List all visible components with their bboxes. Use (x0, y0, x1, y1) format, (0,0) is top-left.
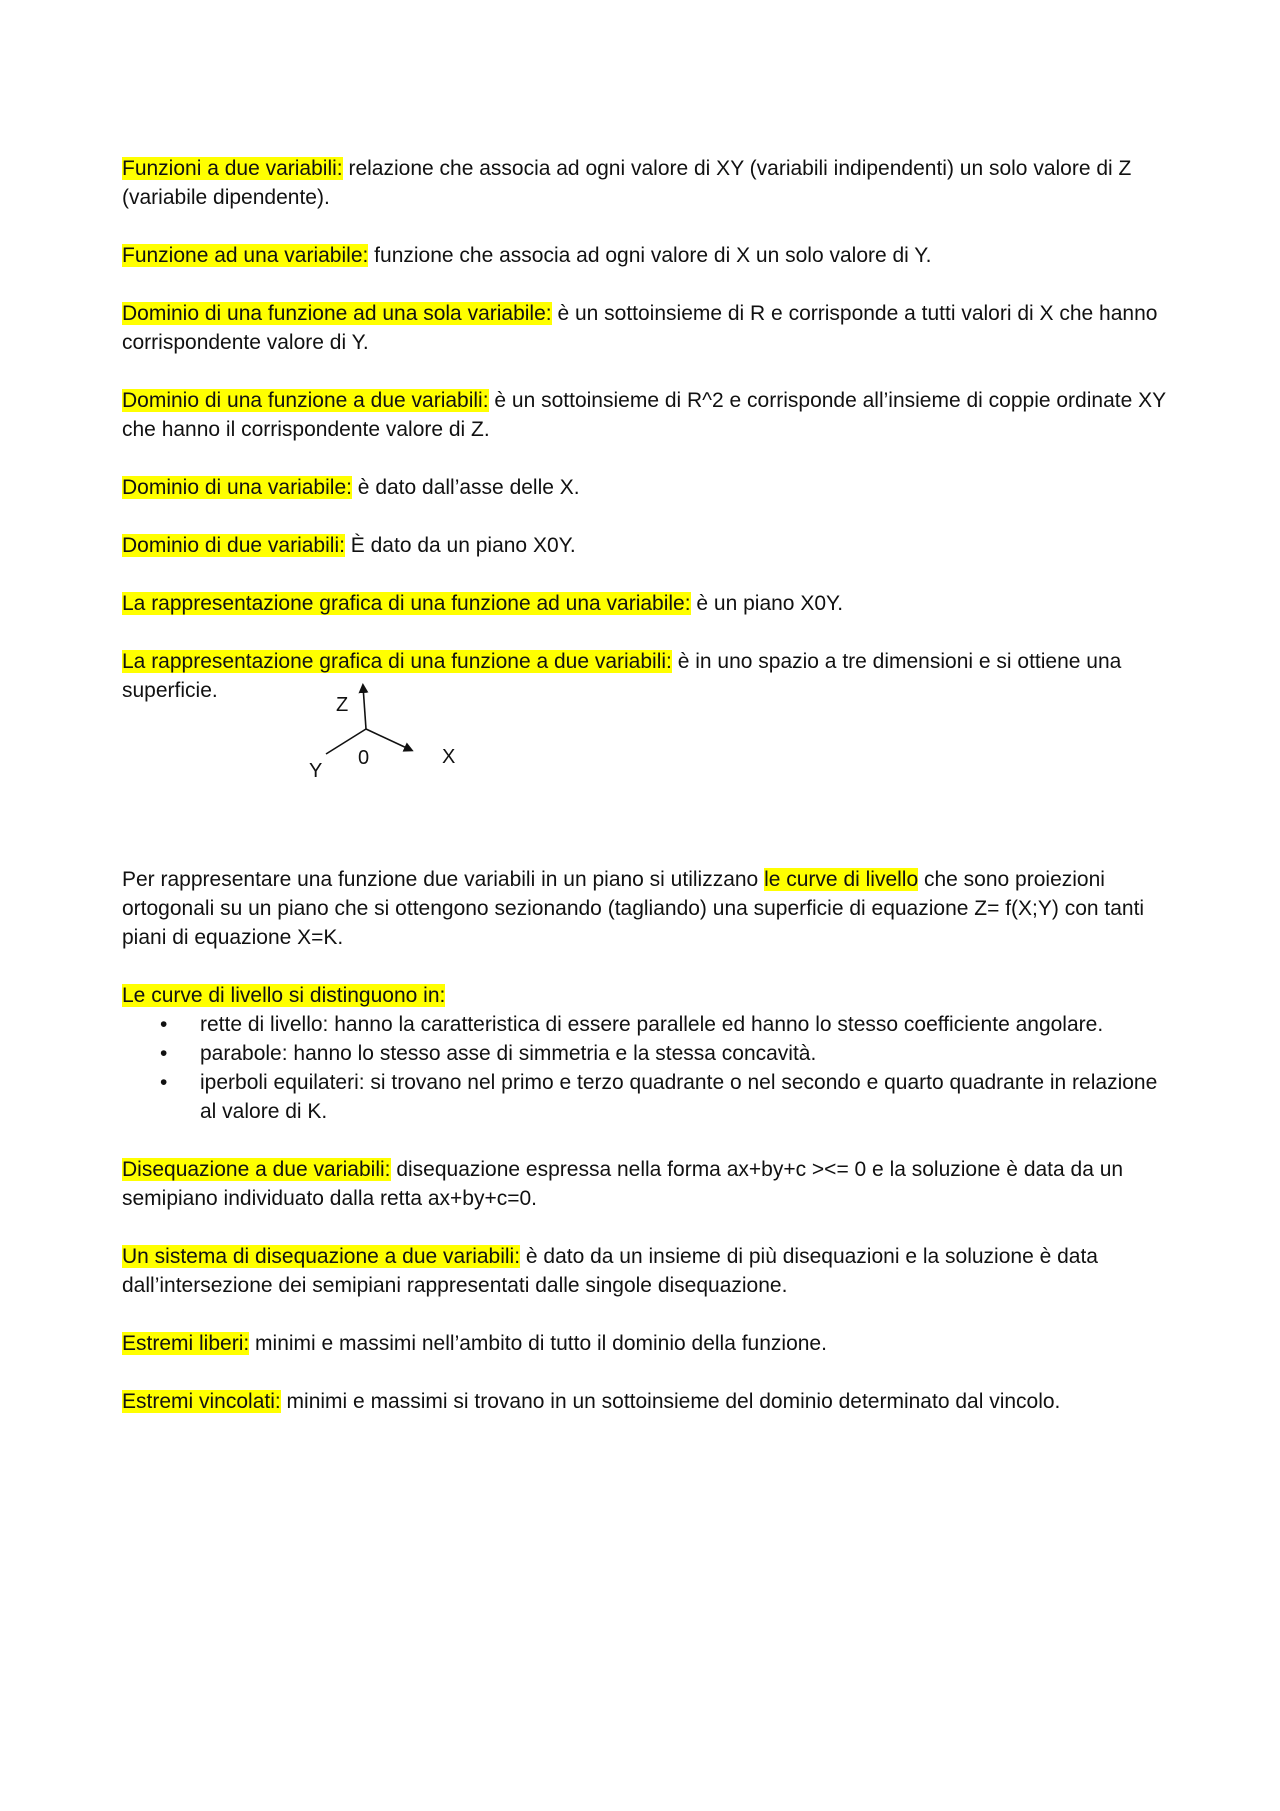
definition-text: è un sottoinsieme di R^2 e corrisponde all’insieme di coppie ordinate XY che hanno il corrispondente valore di Z. (122, 389, 1166, 441)
definition-text: relazione che associa ad ogni valore di XY (variabili indipendenti) un solo valore di Z (variabile dipendente). (122, 157, 1132, 209)
term-highlight: La rappresentazione grafica di una funzione ad una variabile: (122, 592, 691, 615)
definition-text: funzione che associa ad ogni valore di X un solo valore di Y. (368, 244, 932, 267)
axis-label-y: Y (309, 760, 323, 782)
list-item (122, 1039, 1172, 1068)
document-page (122, 154, 1172, 1445)
term-highlight: Estremi vincolati: (122, 1390, 281, 1413)
xyz-axes-drawing (292, 677, 462, 787)
term-highlight: Funzione ad una variabile: (122, 244, 369, 267)
axes-diagram (122, 694, 1172, 805)
list-item (122, 1068, 1172, 1126)
bullet-icon: • (160, 1013, 168, 1036)
definition-domain-two-variables (122, 531, 1172, 560)
term-highlight: Dominio di una funzione a due variabili: (122, 389, 489, 412)
definition-domain-one-variable (122, 473, 1172, 502)
term-highlight: Disequazione a due variabili: (122, 1158, 391, 1181)
definition-text: minimi e massimi nell’ambito di tutto il dominio della funzione. (249, 1332, 827, 1355)
term-highlight: Estremi liberi: (122, 1332, 250, 1355)
definition-inequality-system (122, 1242, 1172, 1300)
definition-text: è un piano X0Y. (690, 592, 844, 615)
term-highlight: Le curve di livello si distinguono in: (122, 984, 446, 1007)
level-curves-paragraph (122, 865, 1172, 952)
definition-text: minimi e massimi si trovano in un sottoinsieme del dominio determinato dal vincolo. (280, 1390, 1061, 1413)
term-highlight: Dominio di due variabili: (122, 534, 345, 557)
x-axis-line (366, 729, 411, 750)
definition-text: È dato da un piano X0Y. (344, 534, 576, 557)
term-highlight: Un sistema di disequazione a due variabili: (122, 1245, 521, 1268)
definition-domain-two-variable-function (122, 386, 1172, 444)
level-curves-heading (122, 981, 1172, 1010)
paragraph-text: Per rappresentare una funzione due variabili in un piano si utilizzano (122, 868, 765, 891)
list-item-text: rette di livello: hanno la caratteristica di essere parallele ed hanno lo stesso coefficiente angolare. (200, 1013, 1104, 1036)
term-highlight: Funzioni a due variabili: (122, 157, 343, 180)
axis-label-x: X (442, 746, 456, 768)
definition-functions-two-variables (122, 154, 1172, 212)
list-item-text: parabole: hanno lo stesso asse di simmetria e la stessa concavità. (200, 1042, 817, 1065)
term-highlight: le curve di livello (764, 868, 919, 891)
z-axis-line (363, 686, 366, 729)
definition-graph-one-variable (122, 589, 1172, 618)
list-item (122, 1010, 1172, 1039)
definition-constrained-extrema (122, 1387, 1172, 1416)
axis-label-z: Z (336, 694, 349, 716)
definition-function-one-variable (122, 241, 1172, 270)
paragraph-text: che sono proiezioni ortogonali su un piano che si ottengono sezionando (tagliando) una superficie di equazione Z= f(X;Y) con tanti piani di equazione X=K. (122, 868, 1145, 949)
definition-graph-two-variables (122, 647, 1172, 705)
definition-text: disequazione espressa nella forma ax+by+c ><= 0 e la soluzione è data da un semipiano individuato dalla retta ax+by+c=0. (122, 1158, 1124, 1210)
list-item-text: iperboli equilateri: si trovano nel primo e terzo quadrante o nel secondo e quarto quadrante in relazione al valore di K. (200, 1071, 1158, 1123)
term-highlight: Dominio di una funzione ad una sola variabile: (122, 302, 552, 325)
definition-text: è un sottoinsieme di R e corrisponde a tutti valori di X che hanno corrispondente valore di Y. (122, 302, 1158, 354)
bullet-icon: • (160, 1071, 168, 1094)
definition-text: è dato dall’asse delle X. (351, 476, 580, 499)
definition-inequality-two-variables (122, 1155, 1172, 1213)
axis-label-origin: 0 (358, 747, 370, 769)
term-highlight: La rappresentazione grafica di una funzione a due variabili: (122, 650, 672, 673)
term-highlight: Dominio di una variabile: (122, 476, 352, 499)
definition-free-extrema (122, 1329, 1172, 1358)
definition-domain-one-variable-function (122, 299, 1172, 357)
bullet-icon: • (160, 1042, 168, 1065)
definition-text: è in uno spazio a tre dimensioni e si ottiene una superficie. (122, 650, 1122, 702)
definition-text: è dato da un insieme di più disequazioni e la soluzione è data dall’intersezione dei semipiani rappresentati dalle singole disequazione. (122, 1245, 1098, 1297)
level-curves-list (122, 1010, 1172, 1126)
